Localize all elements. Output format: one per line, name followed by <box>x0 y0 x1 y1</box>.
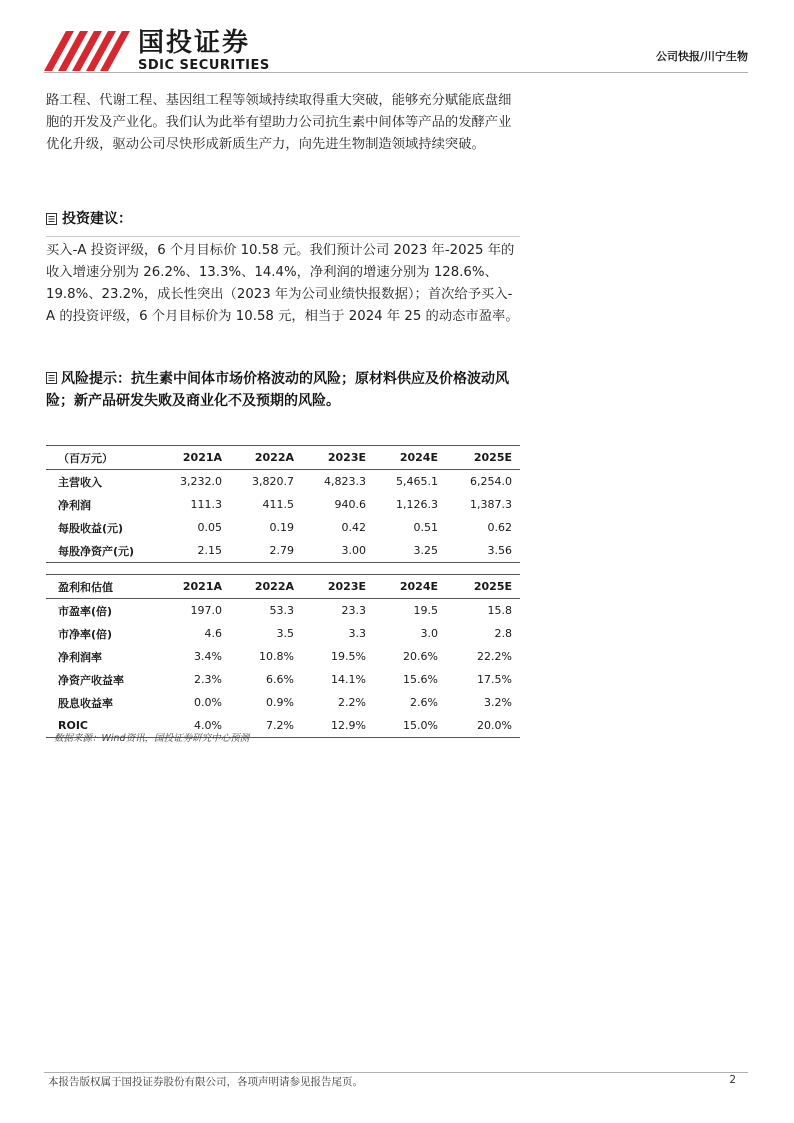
table-row <box>46 470 520 494</box>
table-cell: 2.15 <box>134 539 222 563</box>
row-label: 市盈率(倍) <box>58 604 113 618</box>
table-cell: 0.19 <box>269 521 295 534</box>
table-cell: 0.51 <box>413 521 438 534</box>
table-cell: 19.5% <box>331 650 366 663</box>
table-cell: 15.8 <box>487 604 512 617</box>
document-icon <box>46 372 57 384</box>
copyright-notice: 本报告版权属于国投证券股份有限公司，各项声明请参见报告尾页。 <box>48 1076 363 1088</box>
row-label: 每股收益(元) <box>58 521 124 535</box>
table-cell: 19.5 <box>413 604 438 617</box>
row-label: 每股净资产(元) <box>46 539 134 563</box>
table-row <box>46 539 520 563</box>
row-label: ROIC <box>46 714 134 738</box>
valuation-table <box>46 574 520 738</box>
row-label: 净资产收益率 <box>58 673 124 687</box>
table-header-cell: 2022A <box>222 446 294 470</box>
table-cell: 3.5 <box>276 627 294 640</box>
table-cell: 0.05 <box>197 521 223 534</box>
investment-paragraph: 买入-A 投资评级，6 个月目标价 10.58 元。我们预计公司 2023 年-2025 年的收入增速分别为 26.2%、13.3%、14.4%，净利润的增速分别为 128.6%、19.8%、23.2%，成长性突出（2023 年为公司业绩快报数据）；首次给予买入-A 的投资评级，6 个月目标价为 10.58 元，相当于 2024 年 25 的动态市盈率。 <box>46 243 519 324</box>
table-cell: 3,820.7 <box>252 475 295 488</box>
table-row <box>46 668 520 691</box>
risk-text: 风险提示：抗生素中间体市场价格波动的风险；原材料供应及价格波动风险；新产品研发失败及商业化不及预期的风险。 <box>46 371 509 409</box>
table-header-cell: 2024E <box>366 446 438 470</box>
table-header-cell: 2025E <box>438 575 520 599</box>
table-cell: 15.6% <box>403 673 438 686</box>
table-row <box>46 622 520 645</box>
table-header-cell: 2024E <box>366 575 438 599</box>
section-divider <box>46 236 520 237</box>
table-cell: 20.6% <box>403 650 438 663</box>
logo-english-name: SDIC SECURITIES <box>138 58 270 73</box>
table-cell: 0.9% <box>266 696 294 709</box>
table-cell: 3.00 <box>294 539 366 563</box>
logo-chinese-name: 国投证券 <box>138 28 251 58</box>
table-cell: 2.3% <box>194 673 222 686</box>
table-cell: 3.0 <box>420 627 438 640</box>
table-header-cell: 2022A <box>222 575 294 599</box>
table-cell: 411.5 <box>262 498 295 511</box>
table-cell: 23.3 <box>341 604 366 617</box>
table-row <box>46 493 520 516</box>
document-icon <box>46 213 57 225</box>
table-header-row <box>46 575 520 599</box>
table-cell: 15.0% <box>366 714 438 738</box>
investment-section <box>46 208 520 328</box>
table-cell: 10.8% <box>259 650 294 663</box>
logo-stripes-icon <box>44 31 130 71</box>
table-row <box>46 691 520 714</box>
row-label: 市净率(倍) <box>58 627 113 641</box>
table-cell: 2.79 <box>222 539 294 563</box>
table-row <box>46 645 520 668</box>
table-cell: 3.3 <box>348 627 366 640</box>
table-header-cell: 2021A <box>134 575 222 599</box>
table-cell: 6,254.0 <box>470 475 512 488</box>
intro-paragraph: 路工程、代谢工程、基因组工程等领域持续取得重大突破，能够充分赋能底盘细胞的开发及产业化。我们认为此举有望助力公司抗生素中间体等产品的发酵产业优化升级，驱动公司尽快形成新质生产力，向先进生物制造领域持续突破。 <box>46 93 512 152</box>
company-logo <box>44 28 270 73</box>
table-header-cell: 2023E <box>294 446 366 470</box>
data-source-note: 数据来源：Wind资讯，国投证券研究中心预测 <box>54 733 250 744</box>
table-cell: 3.4% <box>194 650 222 663</box>
table-header-cell: 2023E <box>294 575 366 599</box>
table-cell: 7.2% <box>222 714 294 738</box>
table-cell: 3.25 <box>366 539 438 563</box>
table-header-cell: 2025E <box>438 446 520 470</box>
table-cell: 1,387.3 <box>470 498 512 511</box>
row-label: 主营收入 <box>58 475 102 489</box>
footer-divider <box>44 1072 748 1073</box>
table-header-cell: 盈利和估值 <box>46 575 134 599</box>
table-cell: 6.6% <box>266 673 294 686</box>
table-cell: 12.9% <box>294 714 366 738</box>
table-cell: 17.5% <box>477 673 512 686</box>
table-cell: 4,823.3 <box>324 475 366 488</box>
table-cell: 4.0% <box>134 714 222 738</box>
table-cell: 940.6 <box>334 498 366 511</box>
row-label: 净利润率 <box>58 650 102 664</box>
row-label: 净利润 <box>58 498 91 512</box>
table-cell: 5,465.1 <box>395 475 438 488</box>
table-row <box>46 516 520 539</box>
row-label: 股息收益率 <box>58 696 113 710</box>
risk-section <box>46 368 520 412</box>
table-header-row <box>46 446 520 470</box>
table-cell: 111.3 <box>190 498 223 511</box>
table-cell: 2.2% <box>338 696 366 709</box>
table-cell: 2.6% <box>410 696 438 709</box>
table-cell: 3.56 <box>438 539 520 563</box>
table-cell: 3.2% <box>484 696 512 709</box>
table-cell: 14.1% <box>331 673 366 686</box>
header-divider <box>44 72 748 73</box>
table-row <box>46 599 520 623</box>
table-cell: 1,126.3 <box>395 498 438 511</box>
investment-title <box>46 208 520 230</box>
table-header-cell: （百万元） <box>46 446 134 470</box>
table-cell: 0.0% <box>194 696 222 709</box>
table-cell: 3,232.0 <box>180 475 223 488</box>
table-cell: 53.3 <box>269 604 294 617</box>
table-cell: 0.42 <box>341 521 366 534</box>
page-number: 2 <box>729 1074 736 1086</box>
table-cell: 4.6 <box>204 627 222 640</box>
table-cell: 197.0 <box>190 604 222 617</box>
table-header-cell: 2021A <box>134 446 222 470</box>
table-cell: 20.0% <box>438 714 520 738</box>
table-cell: 22.2% <box>477 650 512 663</box>
table-cell: 0.62 <box>487 521 512 534</box>
financial-table <box>46 445 520 563</box>
investment-title-text: 投资建议： <box>62 211 132 227</box>
table-cell: 2.8 <box>494 627 512 640</box>
report-type: 公司快报/川宁生物 <box>655 50 748 63</box>
